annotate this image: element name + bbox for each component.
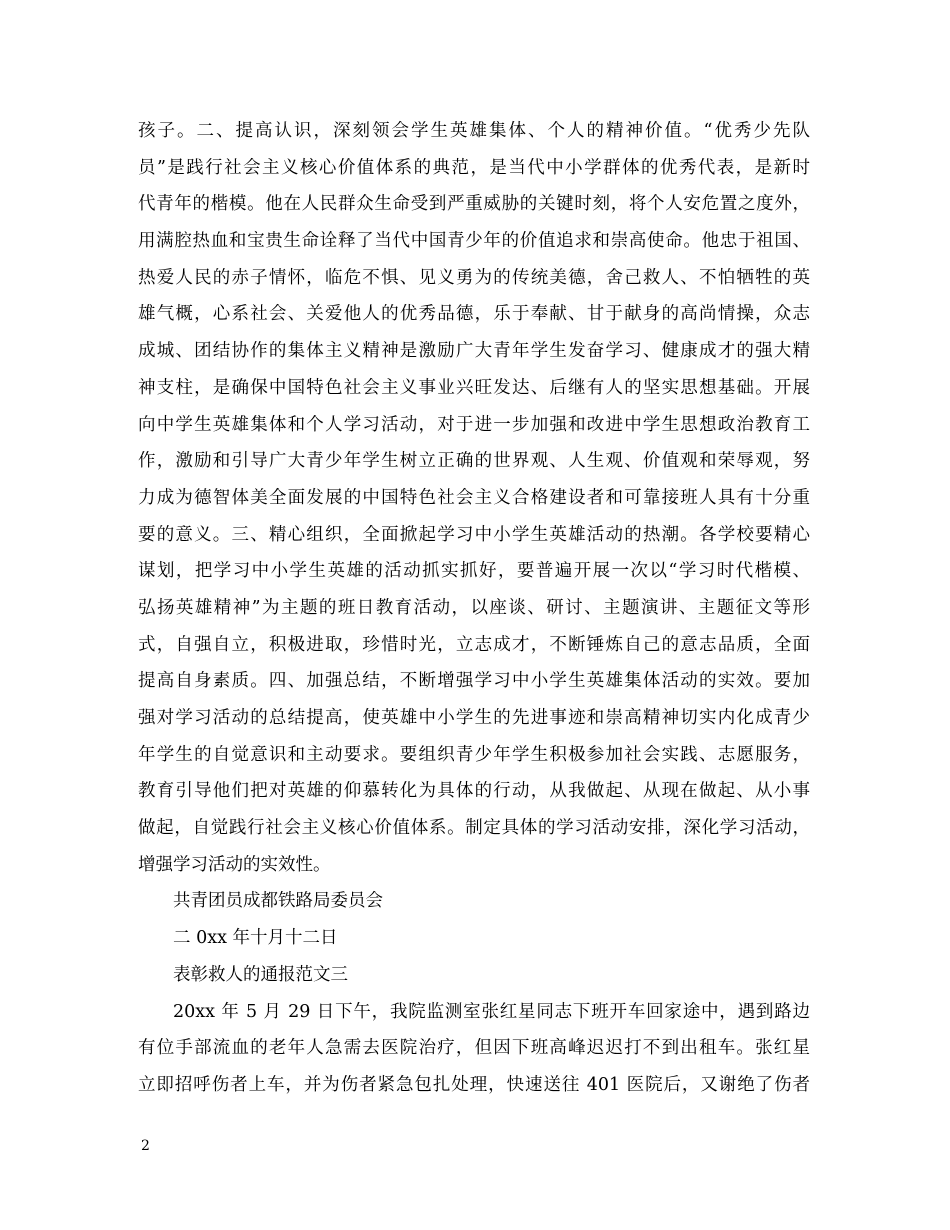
paragraph-line: 教育引导他们把对英雄的仰慕转化为具体的行动，从我做起、从现在做起、从小事 — [138, 781, 810, 802]
paragraph-last-line: 增强学习活动的实效性。 — [138, 854, 331, 875]
paragraph-line: 代青年的楷模。他在人民群众生命受到严重威胁的关键时刻，将个人安危置之度外， — [138, 194, 810, 215]
paragraph-line: 式，自强自立，积极进取，珍惜时光，立志成才，不断锤炼自己的意志品质，全面 — [138, 634, 810, 655]
signature-date: 二 0xx 年十月十二日 — [173, 928, 338, 949]
paragraph-line: 要的意义。三、精心组织，全面掀起学习中小学生英雄活动的热潮。各学校要精心 — [138, 524, 810, 545]
paragraph-line: 成城、团结协作的集体主义精神是激励广大青年学生发奋学习、健康成才的强大精 — [138, 341, 810, 362]
paragraph-line: 年学生的自觉意识和主动要求。要组织青少年学生积极参加社会实践、志愿服务， — [138, 744, 810, 765]
paragraph-line: 立即招呼伤者上车，并为伤者紧急包扎处理，快速送往 401 医院后，又谢绝了伤者 — [138, 1074, 810, 1095]
paragraph-line: 谋划，把学习中小学生英雄的活动抓实抓好，要普遍开展一次以“学习时代楷模、 — [138, 561, 810, 582]
paragraph-line: 20xx 年 5 月 29 日下午，我院监测室张红星同志下班开车回家途中，遇到路边 — [173, 1001, 810, 1022]
paragraph-line: 神支柱，是确保中国特色社会主义事业兴旺发达、后继有人的坚实思想基础。开展 — [138, 377, 810, 398]
paragraph-line: 做起，自觉践行社会主义核心价值体系。制定具体的学习活动安排，深化学习活动， — [138, 818, 810, 839]
paragraph-line: 孩子。二、提高认识，深刻领会学生英雄集体、个人的精神价值。“优秀少先队 — [138, 121, 810, 141]
paragraph-line: 热爱人民的赤子情怀，临危不惧、见义勇为的传统美德，舍己救人、不怕牺牲的英 — [138, 267, 810, 288]
document-body — [138, 113, 810, 1104]
paragraph-line: 有位手部流血的老年人急需去医院治疗，但因下班高峰迟迟打不到出租车。张红星 — [138, 1038, 810, 1059]
signature-organization: 共青团员成都铁路局委员会 — [173, 891, 383, 912]
paragraph-line: 力成为德智体美全面发展的中国特色社会主义合格建设者和可靠接班人具有十分重 — [138, 487, 810, 508]
paragraph-line: 作，激励和引导广大青少年学生树立正确的世界观、人生观、价值观和荣辱观，努 — [138, 451, 810, 472]
paragraph-line: 强对学习活动的总结提高，使英雄中小学生的先进事迹和崇高精神切实内化成青少 — [138, 708, 810, 728]
page-number: 2 — [141, 1138, 150, 1154]
paragraph-line: 向中学生英雄集体和个人学习活动，对于进一步加强和改进中学生思想政治教育工 — [138, 414, 810, 435]
paragraph-line: 提高自身素质。四、加强总结，不断增强学习中小学生英雄集体活动的实效。要加 — [138, 671, 810, 692]
paragraph-line: 雄气概，心系社会、关爱他人的优秀品德，乐于奉献、甘于献身的高尚情操，众志 — [138, 304, 810, 325]
paragraph-line: 弘扬英雄精神”为主题的班日教育活动，以座谈、研讨、主题演讲、主题征文等形 — [138, 597, 810, 618]
paragraph-line: 员”是践行社会主义核心价值体系的典范，是当代中小学群体的优秀代表，是新时 — [138, 157, 810, 178]
section-heading: 表彰救人的通报范文三 — [173, 964, 348, 985]
paragraph-line: 用满腔热血和宝贵生命诠释了当代中国青少年的价值追求和崇高使命。他忠于祖国、 — [138, 231, 810, 252]
